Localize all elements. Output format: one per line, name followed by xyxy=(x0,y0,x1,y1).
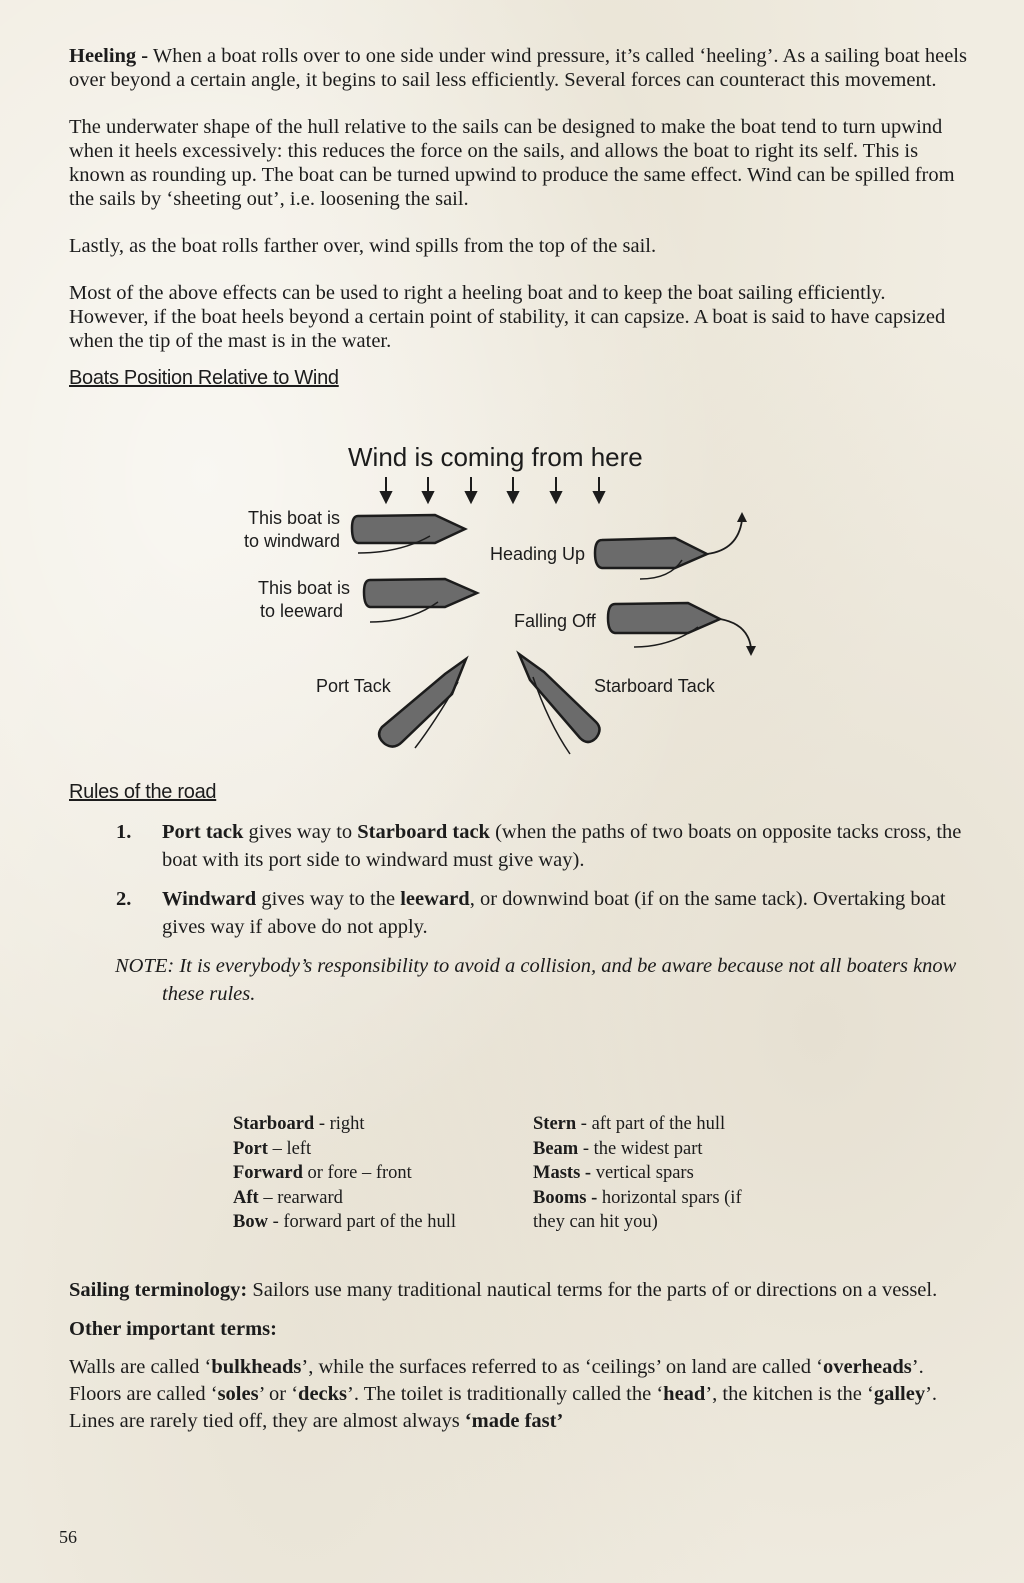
rule-bold: Port tack xyxy=(162,821,244,843)
heeling-paragraph xyxy=(69,44,969,92)
term-def: forward part of the hull xyxy=(283,1212,456,1233)
term-def: rearward xyxy=(277,1187,343,1208)
windward-label-2: to windward xyxy=(244,531,341,551)
term-row xyxy=(533,1210,773,1235)
rule-text: , or downwind boat (if on the same tack). Overtaking boat gives way if above do not apply. xyxy=(162,888,946,938)
term-def: the widest part xyxy=(593,1138,703,1159)
other-terms-heading-text: Other important terms: xyxy=(69,1318,277,1340)
term-sep: – xyxy=(267,1138,287,1159)
rule-bold: leeward xyxy=(400,888,470,910)
term-row xyxy=(533,1137,773,1162)
wind-arrows xyxy=(381,477,604,502)
starboard-tack-boat xyxy=(519,654,600,754)
term-def: front xyxy=(375,1163,412,1184)
rule-text: gives way to xyxy=(243,821,358,843)
term-word: Stern xyxy=(533,1114,577,1134)
terminology-text: Sailors use many traditional nautical terms for the parts of or directions on a vessel. xyxy=(247,1279,938,1301)
term-sep: or fore – xyxy=(302,1163,376,1184)
text: ’, the kitchen is the ‘ xyxy=(705,1383,874,1405)
term-row xyxy=(233,1137,533,1162)
wind-position-heading: Boats Position Relative to Wind xyxy=(69,367,339,389)
terms-left-column xyxy=(233,1112,533,1235)
wind-title: Wind is coming from here xyxy=(348,442,643,472)
rule-text: gives way to the xyxy=(256,888,401,910)
term-def: aft part of the hull xyxy=(591,1114,726,1134)
term-row xyxy=(233,1112,533,1137)
text: ’ or ‘ xyxy=(258,1383,299,1405)
term-made-fast: ‘made fast’ xyxy=(464,1410,564,1432)
capsize-paragraph: Most of the above effects can be used to right a heeling boat and to keep the boat sailing efficiently. However, if the boat heels beyond a certain point of stability, it can capsize. A boat is said to have capsized when the tip of the mast is in the water. xyxy=(69,282,946,352)
term-row xyxy=(533,1186,773,1211)
text: ’, while the surfaces referred to as ‘ceilings’ on land are called ‘ xyxy=(301,1356,823,1378)
term-word: Booms - xyxy=(533,1187,598,1208)
hull-shape-paragraph: The underwater shape of the hull relative to the sails can be designed to make the boat tend to turn upwind when it heels excessively: this reduces the force on the sails, and allows the boat to right its self. This is known as rounding up. The boat can be turned upwind to produce the same effect. Wind can be spilled from the sails by ‘sheeting out’, i.e. loosening the sail. xyxy=(69,116,955,210)
starboard-tack-label: Starboard Tack xyxy=(594,676,715,696)
rules-heading: Rules of the road xyxy=(69,781,217,803)
rules-section xyxy=(69,781,979,1008)
other-terms-paragraph xyxy=(69,1354,979,1435)
term-word: Port xyxy=(233,1138,268,1159)
intro-section xyxy=(69,44,969,390)
term-row xyxy=(233,1161,533,1186)
falling-off-label: Falling Off xyxy=(514,611,596,631)
term-soles: soles xyxy=(217,1383,259,1405)
wind-position-diagram xyxy=(230,432,790,772)
term-word: Bow xyxy=(233,1212,268,1233)
heading-up-boat xyxy=(595,512,747,579)
term-row xyxy=(233,1186,533,1211)
terminology-section xyxy=(69,1277,979,1435)
term-sep: - xyxy=(578,1138,594,1159)
rule-number: 2. xyxy=(116,888,132,910)
term-word: Beam xyxy=(533,1138,579,1159)
terms-table xyxy=(233,1112,793,1235)
falling-off-boat xyxy=(608,603,756,656)
heeling-text: When a boat rolls over to one side under wind pressure, it’s called ‘heeling’. As a sailing boat heels over beyond a certain angle, it begins to sail less efficiently. Several forces can counteract this movement. xyxy=(69,45,967,91)
rule-item xyxy=(69,885,979,941)
collision-note: NOTE: It is everybody’s responsibility to avoid a collision, and be aware because not all boaters know these rules. xyxy=(115,955,957,1005)
rule-number: 1. xyxy=(116,821,132,843)
other-terms-heading xyxy=(69,1316,979,1343)
windward-label-1: This boat is xyxy=(248,508,341,528)
term-bulkheads: bulkheads xyxy=(211,1356,302,1378)
term-word: Forward xyxy=(233,1163,303,1184)
wind-diagram-svg xyxy=(230,432,790,772)
text: ’. The toilet is traditionally called the ‘ xyxy=(347,1383,664,1405)
heading-up-label: Heading Up xyxy=(490,544,586,564)
rule-text: (when the paths of two boats on opposite tacks cross, the boat with its port side to windward must give way). xyxy=(162,821,962,871)
term-galley: galley xyxy=(873,1383,926,1405)
rules-list xyxy=(69,818,979,941)
page-number: 56 xyxy=(59,1527,77,1547)
wind-spill-paragraph: Lastly, as the boat rolls farther over, wind spills from the top of the sail. xyxy=(69,235,657,257)
term-def: vertical spars xyxy=(595,1163,694,1184)
leeward-label-2: to leeward xyxy=(260,601,344,621)
port-tack-boat xyxy=(379,659,466,748)
term-word: Masts - xyxy=(533,1163,592,1184)
terminology-paragraph xyxy=(69,1277,979,1304)
port-tack-label: Port Tack xyxy=(316,676,391,696)
leeward-boat xyxy=(364,579,477,622)
heeling-term: Heeling - xyxy=(69,45,149,67)
text: ’. Floors are called ‘ xyxy=(69,1356,924,1405)
terms-right-column xyxy=(533,1112,773,1235)
term-sep: - xyxy=(576,1114,592,1134)
term-word: Aft xyxy=(233,1187,259,1208)
rule-bold: Windward xyxy=(162,888,257,910)
terminology-term: Sailing terminology: xyxy=(69,1279,248,1301)
term-overheads: overheads xyxy=(822,1356,912,1378)
term-sep: – xyxy=(258,1187,278,1208)
term-def: left xyxy=(286,1138,312,1159)
term-row xyxy=(533,1112,773,1137)
term-head: head xyxy=(663,1383,706,1405)
term-word: Starboard xyxy=(233,1114,315,1134)
term-def: they can hit you) xyxy=(533,1212,658,1233)
text: ’. Lines are rarely tied off, they are almost always xyxy=(69,1383,938,1432)
leeward-label-1: This boat is xyxy=(258,578,351,598)
term-row xyxy=(533,1161,773,1186)
term-def: right xyxy=(329,1114,365,1134)
term-def: horizontal spars (if xyxy=(601,1187,742,1208)
term-sep: - xyxy=(267,1212,284,1233)
rule-item xyxy=(69,818,979,874)
term-sep: - xyxy=(314,1114,330,1134)
term-decks: decks xyxy=(298,1383,348,1405)
text: Walls are called ‘ xyxy=(69,1356,212,1378)
rule-bold: Starboard tack xyxy=(357,821,490,843)
windward-boat xyxy=(352,515,465,553)
term-row xyxy=(233,1210,533,1235)
